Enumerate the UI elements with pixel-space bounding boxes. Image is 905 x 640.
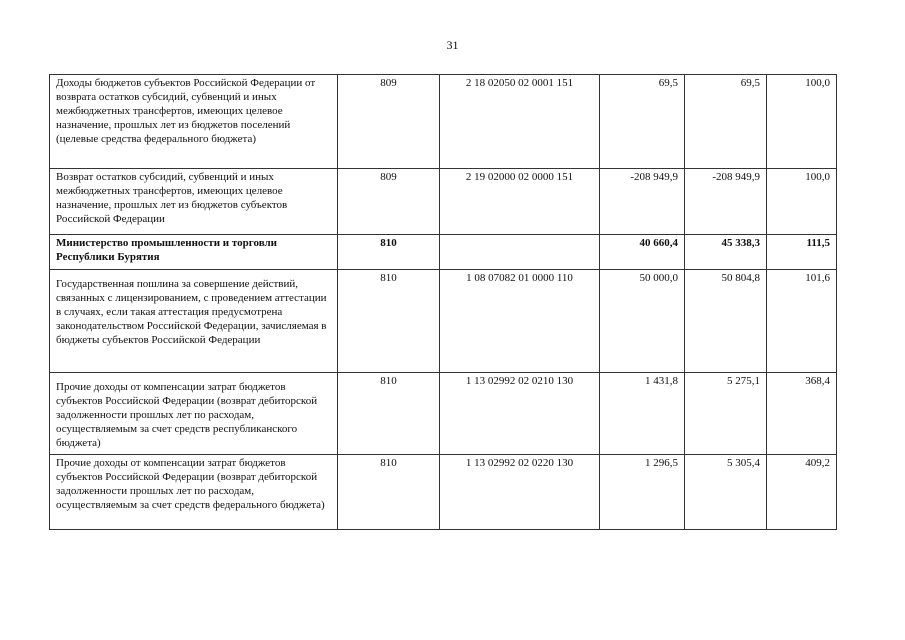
percent-cell: 100,0 (767, 169, 837, 235)
revenue-table (49, 74, 837, 530)
actual-amount-cell: 5 305,4 (685, 455, 767, 530)
table-row (50, 270, 837, 373)
page-number: 31 (446, 38, 459, 52)
table-row-section (50, 235, 837, 270)
admin-code-cell: 810 (338, 373, 440, 455)
percent-cell: 101,6 (767, 270, 837, 373)
actual-amount-cell: 5 275,1 (685, 373, 767, 455)
budget-code-cell: 1 13 02992 02 0210 130 (440, 373, 600, 455)
percent-cell: 409,2 (767, 455, 837, 530)
actual-amount-cell: -208 949,9 (685, 169, 767, 235)
actual-amount-cell: 69,5 (685, 75, 767, 169)
planned-amount-cell: 40 660,4 (600, 235, 685, 270)
budget-code-cell: 1 13 02992 02 0220 130 (440, 455, 600, 530)
admin-code-cell: 809 (338, 75, 440, 169)
budget-code-cell: 2 18 02050 02 0001 151 (440, 75, 600, 169)
planned-amount-cell: 69,5 (600, 75, 685, 169)
income-name-cell: Государственная пошлина за совершение действий, связанных с лицензированием, с проведением аттестации в случаях, если такая аттестация предусмотрена законодательством Российской Федерации, зачисляемая в бюджеты субъектов Российской Федерации (50, 270, 338, 373)
table-row (50, 455, 837, 530)
percent-cell: 111,5 (767, 235, 837, 270)
percent-cell: 100,0 (767, 75, 837, 169)
admin-code-cell: 810 (338, 270, 440, 373)
budget-code-cell: 2 19 02000 02 0000 151 (440, 169, 600, 235)
income-name-cell: Прочие доходы от компенсации затрат бюджетов субъектов Российской Федерации (возврат дебиторской задолженности прошлых лет по расходам, осуществляемым за счет средств республиканского бюджета) (50, 373, 338, 455)
table-row (50, 75, 837, 169)
percent-cell: 368,4 (767, 373, 837, 455)
planned-amount-cell: 1 431,8 (600, 373, 685, 455)
planned-amount-cell: -208 949,9 (600, 169, 685, 235)
admin-code-cell: 810 (338, 235, 440, 270)
planned-amount-cell: 50 000,0 (600, 270, 685, 373)
income-name-cell: Доходы бюджетов субъектов Российской Федерации от возврата остатков субсидий, субвенций и иных межбюджетных трансфертов, имеющих целевое назначение, прошлых лет из бюджетов поселений (целевые средства федерального бюджета) (50, 75, 338, 169)
budget-code-cell (440, 235, 600, 270)
admin-code-cell: 809 (338, 169, 440, 235)
income-name-cell: Возврат остатков субсидий, субвенций и иных межбюджетных трансфертов, имеющих целевое назначение, прошлых лет из бюджетов субъектов Российской Федерации (50, 169, 338, 235)
income-name-cell: Прочие доходы от компенсации затрат бюджетов субъектов Российской Федерации (возврат дебиторской задолженности прошлых лет по расходам, осуществляемым за счет средств федерального бюджета) (50, 455, 338, 530)
admin-code-cell: 810 (338, 455, 440, 530)
table-row (50, 373, 837, 455)
actual-amount-cell: 45 338,3 (685, 235, 767, 270)
planned-amount-cell: 1 296,5 (600, 455, 685, 530)
budget-code-cell: 1 08 07082 01 0000 110 (440, 270, 600, 373)
table-row (50, 169, 837, 235)
section-name-cell: Министерство промышленности и торговли Республики Бурятия (50, 235, 338, 270)
actual-amount-cell: 50 804,8 (685, 270, 767, 373)
